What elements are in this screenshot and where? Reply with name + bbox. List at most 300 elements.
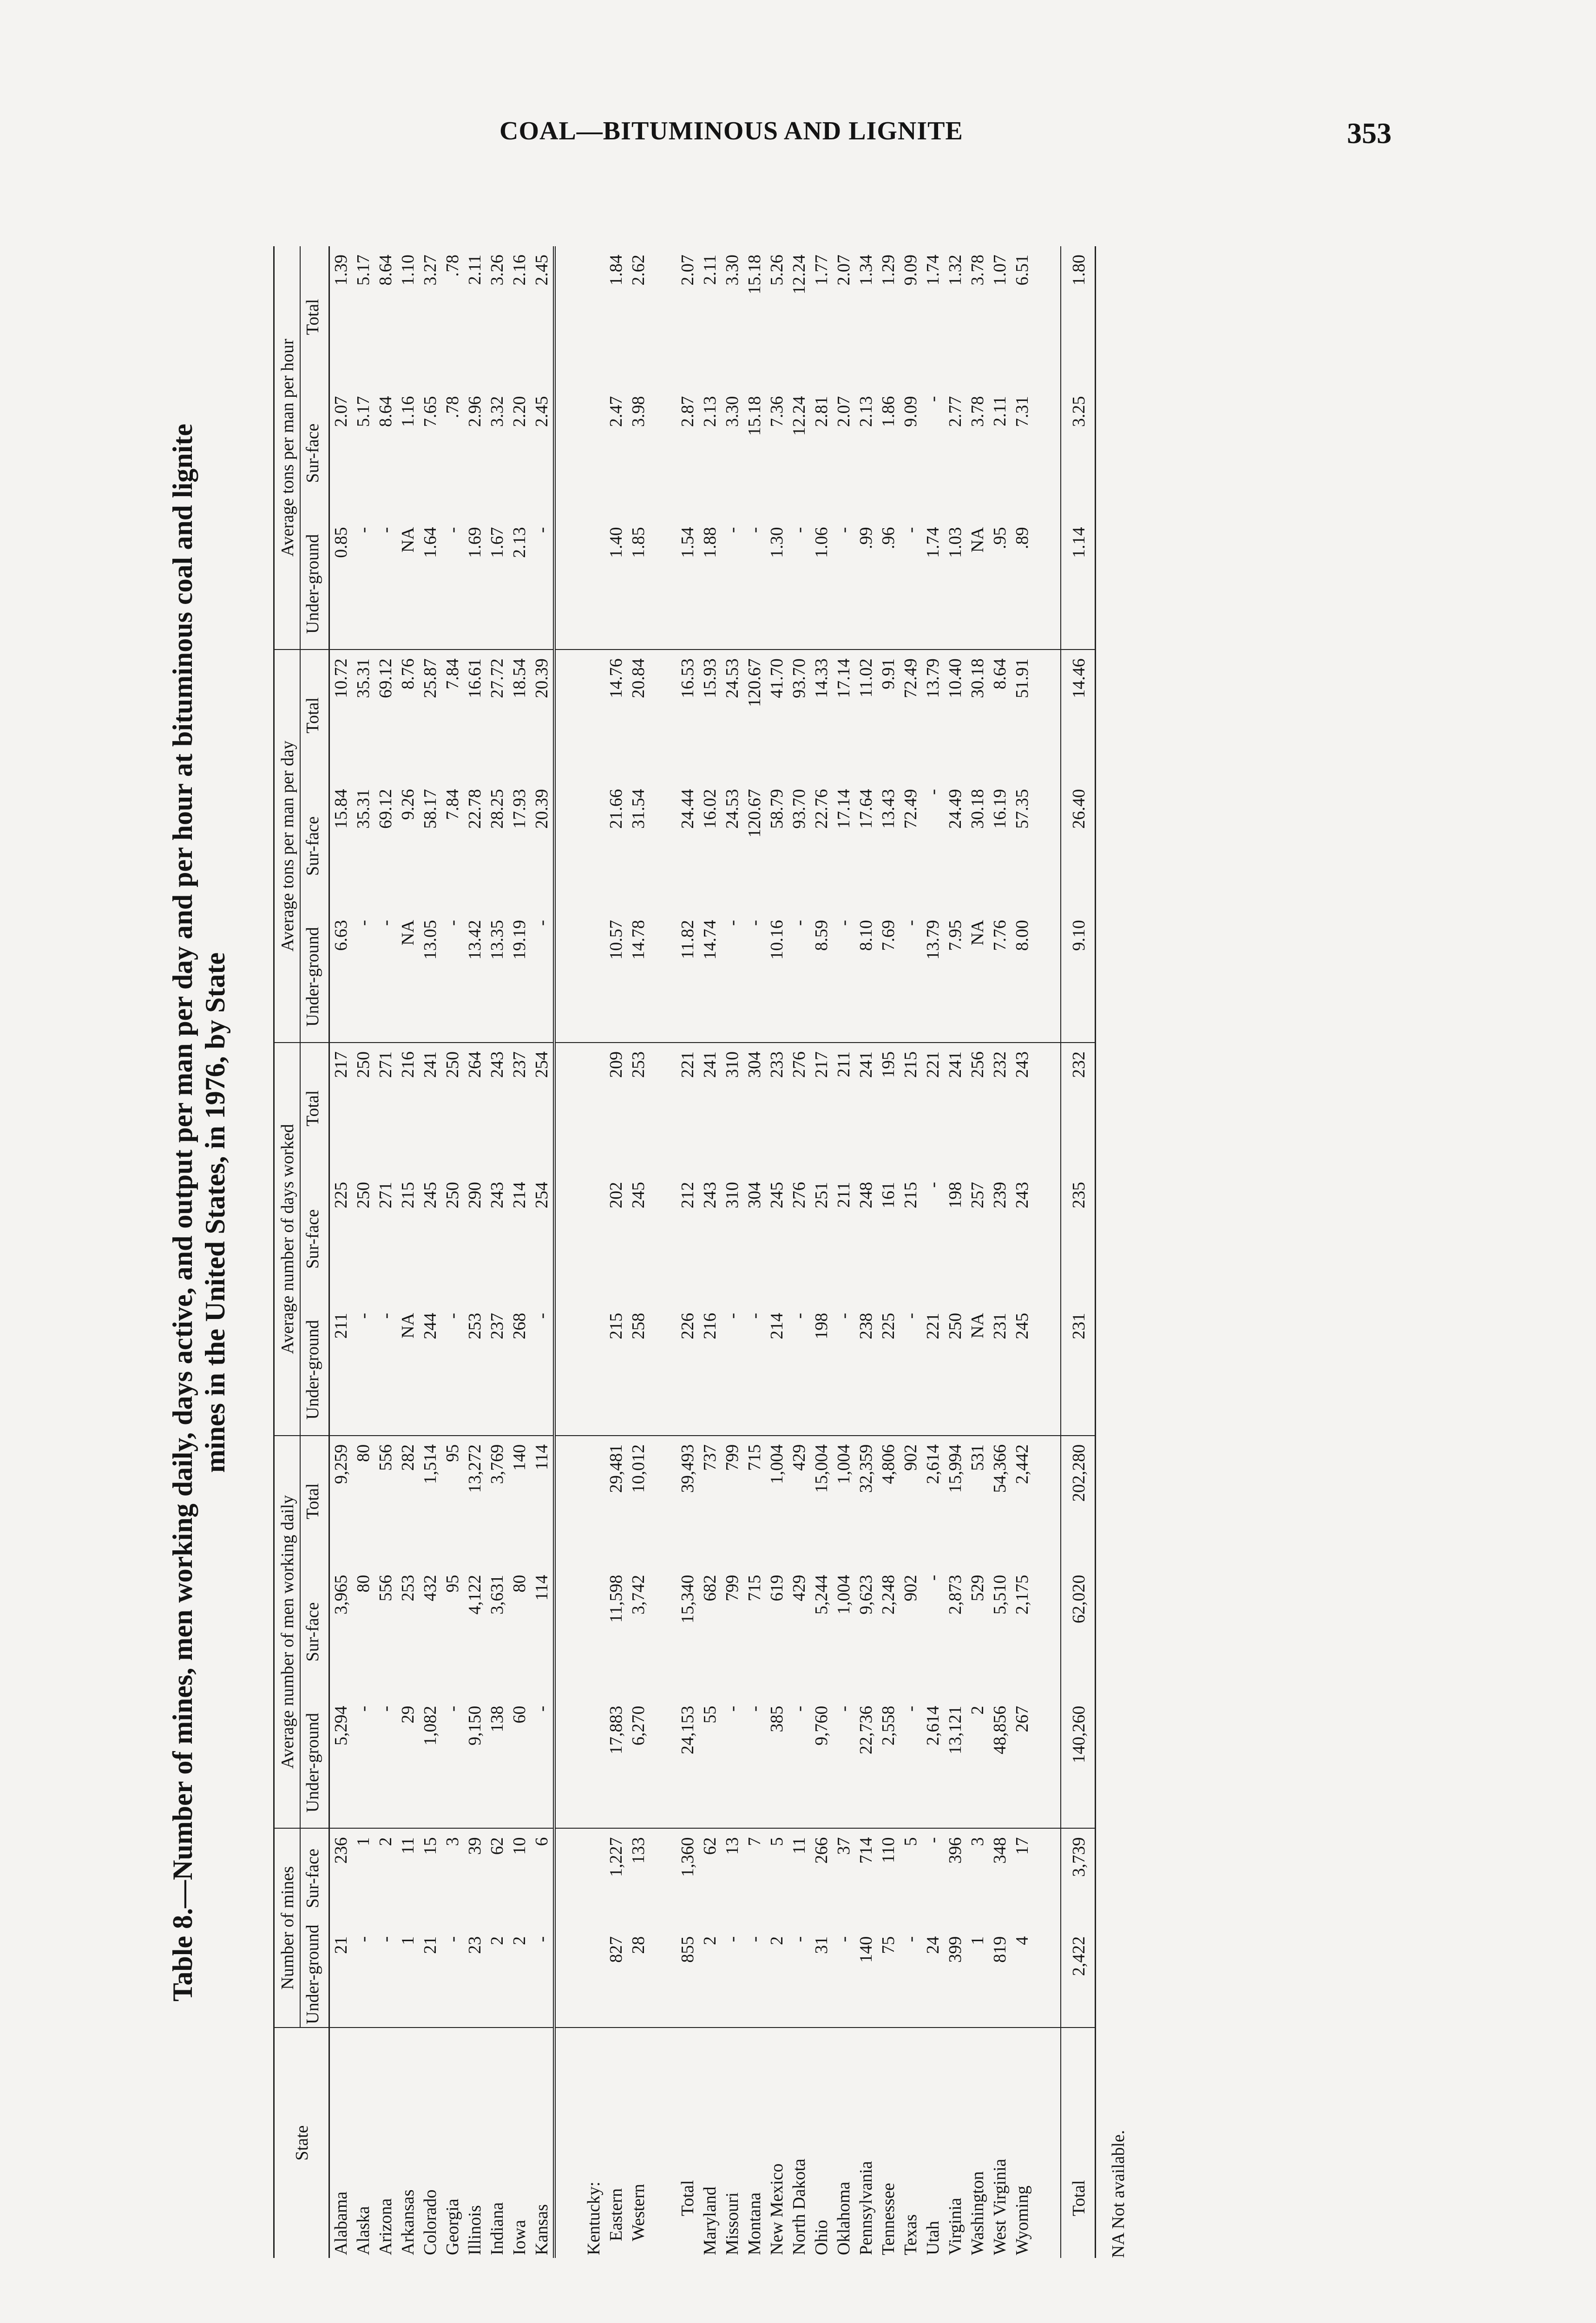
state-name: Oklahoma — [833, 2028, 855, 2258]
cell-value: - — [376, 1312, 395, 1319]
state-name: Kansas — [531, 2028, 554, 2258]
cell-value: 31.54 — [629, 789, 648, 829]
cell-value: 556 — [374, 1436, 397, 1567]
state-name: West Virginia — [989, 2028, 1011, 2258]
group-header-days: Average number of days worked — [274, 1043, 301, 1436]
state-name: Total — [676, 2028, 699, 2258]
sub-header: Total — [303, 299, 322, 335]
cell-value: 256 — [966, 1043, 989, 1174]
cell-value: 17.93 — [510, 789, 529, 829]
cell-value: 7.84 — [441, 650, 464, 781]
cell-value: 855 — [678, 1936, 697, 1963]
cell-value: - — [745, 1936, 764, 1942]
cell-value: 198 — [812, 1312, 831, 1339]
cell-value: - — [745, 527, 764, 533]
cell-value: 3.78 — [968, 255, 987, 286]
table-title — [163, 167, 236, 2258]
state-name: Alaska — [352, 2028, 374, 2258]
table-row — [676, 246, 699, 2258]
cell-value: 221 — [922, 1043, 944, 1174]
cell-value: 2.07 — [678, 255, 697, 286]
cell-value: 93.70 — [788, 650, 810, 781]
state-name: Montana — [743, 2028, 766, 2258]
cell-value: 48,856 — [990, 1706, 1010, 1754]
cell-value: - — [722, 1312, 742, 1319]
cell-value: 13.43 — [879, 789, 898, 829]
cell-value: - — [722, 527, 742, 533]
table-row — [743, 246, 766, 2258]
cell-value: 2.87 — [678, 396, 697, 427]
cell-value: 737 — [699, 1436, 721, 1567]
spacer-row — [650, 246, 676, 2258]
cell-value: 1.86 — [879, 396, 898, 427]
spacer-cell — [650, 246, 676, 388]
cell-value: - — [354, 920, 373, 926]
spacer-cell — [554, 1305, 583, 1436]
cell-value: .78 — [443, 396, 462, 419]
table-row — [966, 246, 989, 2258]
state-name: Ohio — [810, 2028, 833, 2258]
cell-value: - — [376, 1936, 395, 1942]
cell-value: 80 — [510, 1575, 529, 1593]
table-row — [352, 246, 374, 2258]
cell-value: - — [443, 1936, 462, 1942]
cell-value: 2.11 — [700, 255, 720, 285]
cell-value: 19.19 — [510, 920, 529, 960]
spacer-cell — [1033, 388, 1061, 519]
cell-value: - — [834, 1936, 854, 1942]
cell-value: 1.54 — [678, 527, 697, 558]
cell-value: 31 — [812, 1936, 831, 1954]
cell-value: - — [834, 920, 854, 926]
cell-value: 12.24 — [789, 396, 809, 436]
cell-value: 232 — [989, 1043, 1011, 1174]
cell-value: 2.81 — [812, 396, 831, 427]
cell-value: 26.40 — [1061, 781, 1096, 912]
cell-value: 15,340 — [678, 1575, 697, 1624]
cell-value: 16.19 — [990, 789, 1010, 829]
cell-value: NA — [398, 527, 418, 553]
spacer-cell — [1033, 1174, 1061, 1305]
cell-value: 51.91 — [1011, 650, 1033, 781]
state-name: Pennsylvania — [855, 2028, 877, 2258]
cell-value: 1.30 — [767, 527, 787, 558]
spacer-cell — [583, 1305, 605, 1436]
cell-value: 215 — [900, 1043, 922, 1174]
table-row — [374, 246, 397, 2258]
state-name: Maryland — [699, 2028, 721, 2258]
state-header: State — [274, 2028, 329, 2258]
state-name: North Dakota — [788, 2028, 810, 2258]
cell-value: - — [722, 920, 742, 926]
cell-value: 13.79 — [922, 650, 944, 781]
spacer-row — [1033, 246, 1061, 2258]
cell-value: 10.72 — [329, 650, 353, 781]
cell-value: 5,510 — [990, 1575, 1010, 1615]
cell-value: 1.74 — [923, 255, 943, 286]
cell-value: 225 — [879, 1312, 898, 1339]
cell-value: 18.54 — [508, 650, 531, 781]
spacer-cell — [554, 2028, 583, 2258]
cell-value: 1.80 — [1061, 246, 1096, 388]
cell-value: 29 — [398, 1706, 418, 1724]
cell-value: 16.61 — [464, 650, 486, 781]
cell-value: 10.57 — [606, 920, 626, 960]
spacer-cell — [650, 518, 676, 650]
cell-value: 13,121 — [946, 1706, 965, 1754]
cell-value: 8.76 — [397, 650, 419, 781]
cell-value: 80 — [354, 1575, 373, 1593]
spacer-cell — [650, 388, 676, 519]
cell-value: 214 — [510, 1181, 529, 1208]
cell-value: 2.11 — [990, 396, 1010, 427]
cell-value: 238 — [856, 1312, 876, 1339]
sub-header: Under-ground — [303, 1319, 322, 1420]
cell-value: 237 — [487, 1312, 507, 1339]
cell-value: 5 — [766, 1828, 788, 1928]
cell-value: 7.95 — [946, 920, 965, 951]
table-row — [531, 246, 554, 2258]
cell-value: 276 — [789, 1181, 809, 1208]
cell-value: 195 — [877, 1043, 900, 1174]
cell-value: 282 — [397, 1436, 419, 1567]
cell-value: 3.27 — [420, 255, 440, 286]
cell-value: 245 — [420, 1181, 440, 1208]
cell-value: 715 — [743, 1436, 766, 1567]
cell-value: 1.64 — [420, 527, 440, 558]
cell-value: 257 — [968, 1181, 987, 1208]
cell-value: 245 — [629, 1181, 648, 1208]
cell-value: 1.39 — [331, 255, 351, 286]
table-row — [583, 246, 605, 2258]
spacer-cell — [583, 388, 605, 519]
cell-value: 13.05 — [420, 920, 440, 960]
table-row — [1061, 246, 1096, 2258]
cell-value: 110 — [877, 1828, 900, 1928]
cell-value: 1.85 — [629, 527, 648, 558]
cell-value: .89 — [1012, 527, 1032, 549]
cell-value: 4,122 — [465, 1575, 485, 1615]
cell-value: 212 — [678, 1181, 697, 1208]
cell-value: 237 — [508, 1043, 531, 1174]
cell-value: 2 — [700, 1936, 720, 1945]
cell-value: 715 — [745, 1575, 764, 1601]
spacer-cell — [650, 1828, 676, 1928]
cell-value: - — [789, 1312, 809, 1319]
cell-value: 14.76 — [605, 650, 627, 781]
cell-value: 231 — [1061, 1305, 1096, 1436]
cell-value: 264 — [464, 1043, 486, 1174]
cell-value: - — [376, 920, 395, 926]
cell-value: 11,598 — [606, 1575, 626, 1623]
cell-value: 214 — [767, 1312, 787, 1339]
spacer-cell — [554, 1928, 583, 2028]
spacer-cell — [650, 912, 676, 1043]
spacer-cell — [650, 781, 676, 912]
cell-value: 12.24 — [789, 255, 809, 295]
cell-value: 93.70 — [789, 789, 809, 829]
cell-value: 57.35 — [1012, 789, 1032, 829]
cell-value: 243 — [486, 1043, 508, 1174]
cell-value: 2 — [487, 1936, 507, 1945]
cell-value: 15.18 — [745, 396, 764, 436]
sub-header: Under-ground — [303, 1924, 322, 2024]
cell-value: 2 — [767, 1936, 787, 1945]
cell-value: 245 — [1012, 1312, 1032, 1339]
cell-value: 2,175 — [1012, 1575, 1032, 1615]
cell-value: 2,442 — [1011, 1436, 1033, 1567]
cell-value: 58.17 — [420, 789, 440, 829]
cell-value: 10.16 — [767, 920, 787, 960]
cell-value: 17.14 — [834, 789, 854, 829]
table-row — [922, 246, 944, 2258]
spacer-cell — [1033, 1436, 1061, 1567]
table-row — [419, 246, 441, 2258]
cell-value: 2.13 — [700, 396, 720, 427]
cell-value: 9.09 — [901, 396, 920, 427]
table-row — [900, 246, 922, 2258]
cell-value: 69.12 — [376, 789, 395, 829]
cell-value: 3.25 — [1061, 388, 1096, 519]
spacer-cell — [1033, 1043, 1061, 1174]
cell-value: 258 — [629, 1312, 648, 1339]
cell-value: 15 — [419, 1828, 441, 1928]
cell-value: 8.00 — [1012, 920, 1032, 951]
cell-value: 243 — [700, 1181, 720, 1208]
cell-value: 902 — [901, 1575, 920, 1601]
cell-value: - — [901, 1312, 920, 1319]
cell-value: - — [443, 1706, 462, 1712]
state-name: Eastern — [605, 2028, 627, 2258]
table-row — [877, 246, 900, 2258]
cell-value: 2 — [374, 1828, 397, 1928]
sub-header: Sur-face — [303, 1209, 322, 1269]
spacer-cell — [650, 1043, 676, 1174]
cell-value: 1.69 — [465, 527, 485, 558]
cell-value: 5,294 — [331, 1706, 351, 1746]
spacer-cell — [554, 1698, 583, 1829]
cell-value: 1.40 — [606, 527, 626, 558]
cell-value: 24.53 — [722, 789, 742, 829]
sub-header: Under-ground — [303, 1713, 322, 1813]
spacer-cell — [554, 650, 583, 781]
cell-value: 28.25 — [487, 789, 507, 829]
table-row — [833, 246, 855, 2258]
cell-value: 241 — [944, 1043, 966, 1174]
cell-value: 215 — [901, 1181, 920, 1208]
cell-value: 235 — [1061, 1174, 1096, 1305]
cell-value: 216 — [397, 1043, 419, 1174]
cell-value: 80 — [352, 1436, 374, 1567]
cell-value: 8.64 — [376, 396, 395, 427]
cell-value: 3.32 — [487, 396, 507, 427]
table-title-line-1: Table 8.—Number of mines, men working daily, days active, and output per man per day and per hour at bituminous coal and lignite — [167, 423, 198, 2002]
cell-value: 250 — [352, 1043, 374, 1174]
cell-value: 243 — [1011, 1043, 1033, 1174]
cell-value: 13 — [721, 1828, 743, 1928]
sub-header: Sur-face — [303, 1602, 322, 1662]
sub-header: Total — [300, 1436, 329, 1567]
cell-value: 24.49 — [946, 789, 965, 829]
cell-value: 15.93 — [699, 650, 721, 781]
sub-header: Under-ground — [303, 534, 322, 634]
state-name: Wyoming — [1011, 2028, 1033, 2258]
cell-value: 14.78 — [629, 920, 648, 960]
cell-value: 215 — [398, 1181, 418, 1208]
cell-value: 2.20 — [510, 396, 529, 427]
cell-value: 95 — [441, 1436, 464, 1567]
cell-value: 529 — [968, 1575, 987, 1601]
cell-value: 3,739 — [1061, 1828, 1096, 1928]
cell-value: 231 — [990, 1312, 1010, 1339]
cell-value: 0.85 — [331, 527, 351, 558]
group-header-tons-day: Average tons per man per day — [274, 650, 301, 1043]
cell-value: 3.30 — [722, 255, 742, 286]
cell-value: 1,514 — [419, 1436, 441, 1567]
cell-value: - — [443, 920, 462, 926]
state-name: Utah — [922, 2028, 944, 2258]
cell-value: 1.16 — [398, 396, 418, 427]
cell-value: 13.79 — [923, 920, 943, 960]
cell-value: 2 — [968, 1706, 987, 1715]
cell-value: 1.34 — [856, 255, 876, 286]
cell-value: 140 — [508, 1436, 531, 1567]
table-body — [329, 246, 1096, 2258]
cell-value: 1 — [968, 1936, 987, 1945]
cell-value: NA — [968, 920, 987, 945]
cell-value: 1,004 — [834, 1575, 854, 1615]
cell-value: 799 — [721, 1436, 743, 1567]
spacer-cell — [583, 650, 605, 781]
cell-value: 2,614 — [923, 1706, 943, 1746]
spacer-cell — [1033, 1828, 1061, 1928]
cell-value: 11.02 — [855, 650, 877, 781]
cell-value: 2.62 — [629, 255, 648, 286]
cell-value: 1.88 — [700, 527, 720, 558]
cell-value: 2.45 — [532, 255, 552, 286]
spacer-cell — [650, 1174, 676, 1305]
cell-value: 10 — [508, 1828, 531, 1928]
table-row — [605, 246, 627, 2258]
table-row — [508, 246, 531, 2258]
sub-header: Sur-face — [300, 1828, 329, 1928]
cell-value: 120.67 — [745, 789, 764, 838]
cell-value: 39,493 — [676, 1436, 699, 1567]
cell-value: 9.09 — [901, 255, 920, 286]
cell-value: 2.07 — [834, 255, 854, 286]
cell-value: 9,259 — [329, 1436, 353, 1567]
cell-value: 266 — [810, 1828, 833, 1928]
cell-value: 429 — [789, 1575, 809, 1601]
cell-value: - — [745, 1706, 764, 1712]
cell-value: 2.45 — [532, 396, 552, 427]
spacer-cell — [650, 2028, 676, 2258]
cell-value: - — [901, 1936, 920, 1942]
cell-value: - — [922, 1828, 944, 1928]
state-name: Total — [1061, 2028, 1096, 2258]
cell-value: 619 — [767, 1575, 787, 1601]
table-row — [699, 246, 721, 2258]
cell-value: 2 — [510, 1936, 529, 1945]
cell-value: 138 — [487, 1706, 507, 1732]
cell-value: - — [834, 1706, 854, 1712]
cell-value: 13.42 — [465, 920, 485, 960]
cell-value: 13.35 — [487, 920, 507, 960]
cell-value: 22,736 — [856, 1706, 876, 1754]
cell-value: 216 — [700, 1312, 720, 1339]
cell-value: 251 — [812, 1181, 831, 1208]
cell-value: .99 — [856, 527, 876, 549]
cell-value: 15,994 — [944, 1436, 966, 1567]
cell-value: 2,248 — [879, 1575, 898, 1615]
cell-value: - — [354, 1706, 373, 1712]
cell-value: 9,760 — [812, 1706, 831, 1746]
cell-value: 2.77 — [946, 396, 965, 427]
cell-value: 232 — [1061, 1043, 1096, 1174]
cell-value: - — [745, 920, 764, 926]
cell-value: - — [354, 1312, 373, 1319]
spacer-cell — [554, 1436, 583, 1567]
cell-value: 276 — [788, 1043, 810, 1174]
table-row — [944, 246, 966, 2258]
cell-value: 8.64 — [376, 255, 395, 286]
cell-value: 3.30 — [722, 396, 742, 427]
spacer-cell — [554, 246, 583, 388]
cell-value: NA — [968, 527, 987, 553]
cell-value: 250 — [441, 1043, 464, 1174]
cell-value: 6 — [531, 1828, 554, 1928]
state-name: Virginia — [944, 2028, 966, 2258]
cell-value: 211 — [833, 1043, 855, 1174]
spacer-cell — [583, 781, 605, 912]
cell-value: 429 — [788, 1436, 810, 1567]
spacer-row — [554, 246, 583, 2258]
cell-value: 1 — [398, 1936, 418, 1945]
cell-value: .96 — [879, 527, 898, 549]
spacer-cell — [650, 1436, 676, 1567]
spacer-cell — [583, 1043, 605, 1174]
cell-value: 17,883 — [606, 1706, 626, 1754]
spacer-cell — [583, 1174, 605, 1305]
spacer-cell — [650, 1928, 676, 2028]
cell-value: 211 — [331, 1312, 351, 1339]
cell-value: .78 — [443, 255, 462, 277]
cell-value: 3 — [441, 1828, 464, 1928]
cell-value: 24 — [923, 1936, 943, 1954]
state-name: Colorado — [419, 2028, 441, 2258]
cell-value: 209 — [605, 1043, 627, 1174]
cell-value: 5.26 — [767, 255, 787, 286]
cell-value: 95 — [443, 1575, 462, 1593]
cell-value: 10.40 — [944, 650, 966, 781]
cell-value: 32,359 — [855, 1436, 877, 1567]
cell-value: 385 — [767, 1706, 787, 1732]
cell-value: 20.39 — [532, 789, 552, 829]
table-row — [721, 246, 743, 2258]
cell-value: 2,873 — [946, 1575, 965, 1615]
cell-value: 140 — [856, 1936, 876, 1963]
state-name: Texas — [900, 2028, 922, 2258]
sub-header: Sur-face — [303, 816, 322, 876]
cell-value: 2.13 — [856, 396, 876, 427]
cell-value: 233 — [766, 1043, 788, 1174]
cell-value: 236 — [329, 1828, 353, 1928]
spacer-cell — [583, 1698, 605, 1829]
cell-value: 24.44 — [678, 789, 697, 829]
cell-value: 1.77 — [812, 255, 831, 286]
cell-value: 253 — [398, 1575, 418, 1601]
cell-value: 250 — [946, 1312, 965, 1339]
